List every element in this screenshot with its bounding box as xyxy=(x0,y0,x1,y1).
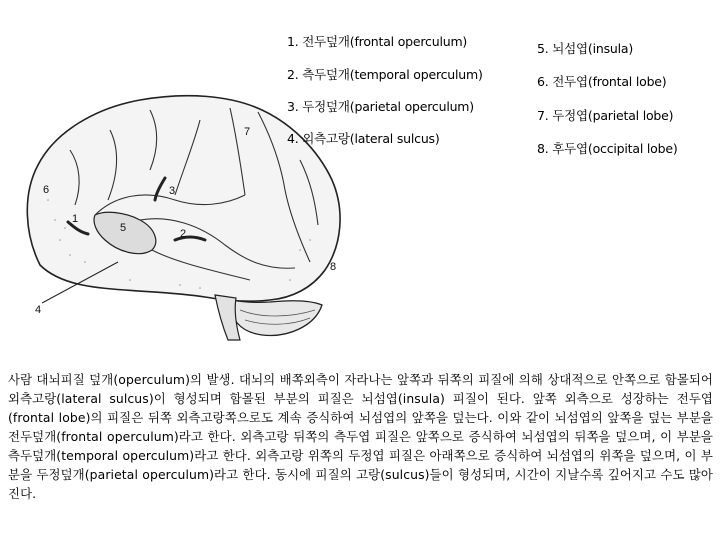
figure-caption xyxy=(8,370,713,503)
figure-label-2: 2 xyxy=(180,228,187,240)
legend-item-8: 8. 후두엽(occipital lobe) xyxy=(537,141,678,156)
figure-label-7: 7 xyxy=(244,126,251,138)
legend-item-4: 4. 외측고랑(lateral sulcus) xyxy=(287,131,440,146)
legend-item-1: 1. 전두덮개(frontal operculum) xyxy=(287,34,468,49)
legend-item-3: 3. 두정덮개(parietal operculum) xyxy=(287,99,474,114)
figure-label-1: 1 xyxy=(72,213,79,225)
cerebellum xyxy=(231,300,322,335)
legend-item-5: 5. 뇌섬엽(insula) xyxy=(537,41,634,56)
figure-label-6: 6 xyxy=(43,184,50,196)
legend-item-7: 7. 두정엽(parietal lobe) xyxy=(537,108,674,123)
legend-item-6: 6. 전두엽(frontal lobe) xyxy=(537,74,667,89)
figure-label-8: 8 xyxy=(330,261,337,273)
figure-label-4: 4 xyxy=(35,304,42,316)
caption-text: 사람 대뇌피질 덮개(operculum)의 발생. 대뇌의 배쪽외측이 자라나는 앞쪽과 뒤쪽의 피질에 의해 상대적으로 안쪽으로 함몰되어 외측고랑(lateral sulcus)이 형성되며 함몰된 부분의 피질은 뇌섬엽(insula) 피질이 된다. 앞쪽 외측으로 성장하는 전두엽(frontal lobe)의 피질은 뒤쪽 외측고랑쪽으로도 계속 증식하여 뇌섬엽의 앞쪽을 덮는다. 이와 같이 뇌섬엽의 앞쪽을 덮는 부분을 전두덮개(frontal operculum)라고 한다. 외측고랑 뒤쪽의 측두엽 피질은 앞쪽으로 증식하여 뇌섬엽의 뒤쪽을 덮으며, 이 부분을 측두덮개(temporal operculum)라고 한다. 외측고랑 위쪽의 두정엽 피질은 아래쪽으로 증식하여 뇌섬엽의 위쪽을 덮으며, 이 부분을 두정덮개(parietal operculum)라고 한다. 동시에 피질의 고랑(sulcus)들이 형성되며, 시간이 지날수록 깊어지고 수도 많아진다. xyxy=(8,372,713,501)
legend-item-2: 2. 측두덮개(temporal operculum) xyxy=(287,67,483,82)
brain-outline xyxy=(27,96,340,302)
figure-label-3: 3 xyxy=(169,185,176,197)
figure-label-5: 5 xyxy=(120,222,127,234)
